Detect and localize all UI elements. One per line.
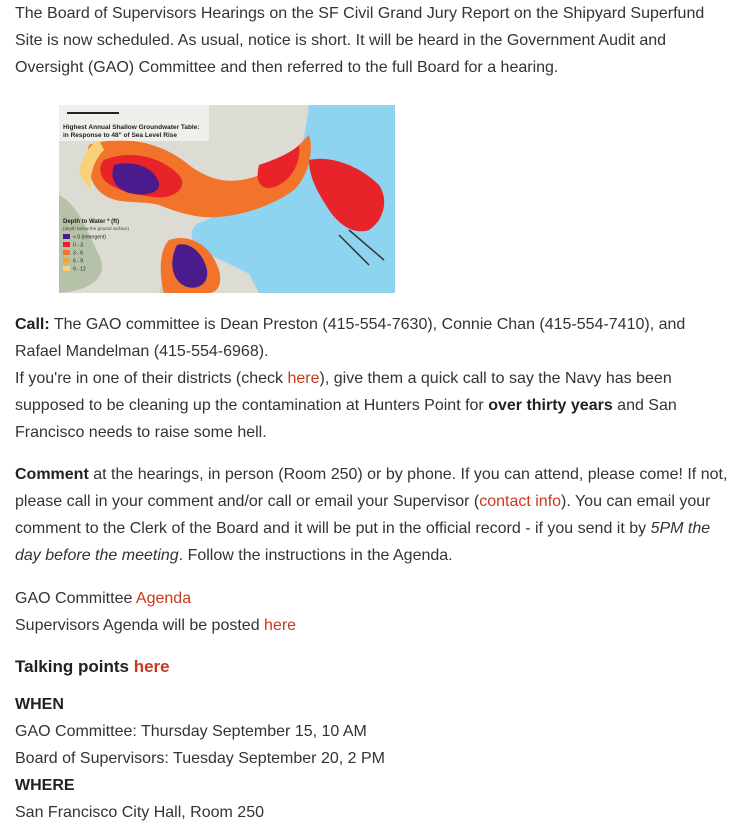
talking-points-link[interactable]: here <box>133 657 170 676</box>
comment-text2: ). You can email your comment to the Clerk of the Board and it will be put in the official record - if you send it by <box>15 493 711 537</box>
legend-swatch <box>63 242 70 247</box>
legend-subtitle: (depth below the ground surface) <box>63 226 130 231</box>
supervisors-agenda-link[interactable]: here <box>264 617 297 634</box>
legend-label: 0 - 3 <box>73 242 84 249</box>
call-label: Call: <box>15 316 50 333</box>
district-link[interactable]: here <box>287 370 320 387</box>
gao-date: GAO Committee: Thursday September 15, 10 AM <box>15 723 367 740</box>
legend-label: 6 - 9 <box>73 258 84 265</box>
comment-text1: at the hearings, in person (Room 250) or by phone. If you can attend, please come! If not, please call in your comment and/or call or email your Supervisor ( <box>15 466 728 510</box>
groundwater-map <box>59 105 395 293</box>
comment-text3: . Follow the instructions in the Agenda. <box>178 547 453 564</box>
legend-label: 9 - 12 <box>73 266 86 273</box>
comment-deadline: 5PM the day before the meeting <box>15 520 711 564</box>
legend-label: < 0 (emergent) <box>73 234 106 241</box>
contact-info-link[interactable]: contact info <box>479 493 562 510</box>
when-label: WHEN <box>15 696 64 713</box>
comment-label: Comment <box>15 466 89 483</box>
gao-agenda-link[interactable]: Agenda <box>135 590 192 607</box>
legend-swatch <box>63 234 70 239</box>
call-paragraph <box>15 311 732 446</box>
talking-points-heading <box>15 653 732 681</box>
gao-agenda-label: GAO Committee <box>15 590 136 607</box>
intro-paragraph: The Board of Supervisors Hearings on the SF Civil Grand Jury Report on the Shipyard Superfund Site is now scheduled. As usual, notice is short. It will be heard in the Government Audit and Oversight (GAO) Committee and then referred to the full Board for a hearing. <box>15 5 705 76</box>
call-emphasis: over thirty years <box>488 397 613 414</box>
talking-points-label: Talking points <box>15 657 134 676</box>
call-line2-post: and San Francisco needs to raise some hell. <box>15 397 677 441</box>
supervisors-agenda-label: Supervisors Agenda will be posted <box>15 617 265 634</box>
legend-swatch <box>63 266 70 271</box>
legend-label: 3 - 6 <box>73 250 84 257</box>
legend-swatch <box>63 250 70 255</box>
map-title-line2: in Response to 48" of Sea Level Rise <box>63 132 177 139</box>
call-line2-mid: ), give them a quick call to say the Navy has been supposed to be cleaning up the contamination at Hunters Point for <box>15 370 672 414</box>
map-title-line1: Highest Annual Shallow Groundwater Table: <box>63 124 200 131</box>
where-label: WHERE <box>15 777 75 794</box>
legend-swatch <box>63 258 70 263</box>
legend-title: Depth to Water * (ft) <box>63 219 120 225</box>
schedule-block <box>15 691 732 826</box>
call-line2-pre: If you're in one of their districts (check <box>15 370 288 387</box>
groundwater-map-image <box>59 105 395 293</box>
comment-paragraph <box>15 461 732 569</box>
board-date: Board of Supervisors: Tuesday September 20, 2 PM <box>15 750 385 767</box>
location: San Francisco City Hall, Room 250 <box>15 804 264 821</box>
call-text: The GAO committee is Dean Preston (415-554-7630), Connie Chan (415-554-7410), and Rafael Mandelman (415-554-6968). <box>15 316 686 360</box>
agenda-paragraph <box>15 585 732 639</box>
